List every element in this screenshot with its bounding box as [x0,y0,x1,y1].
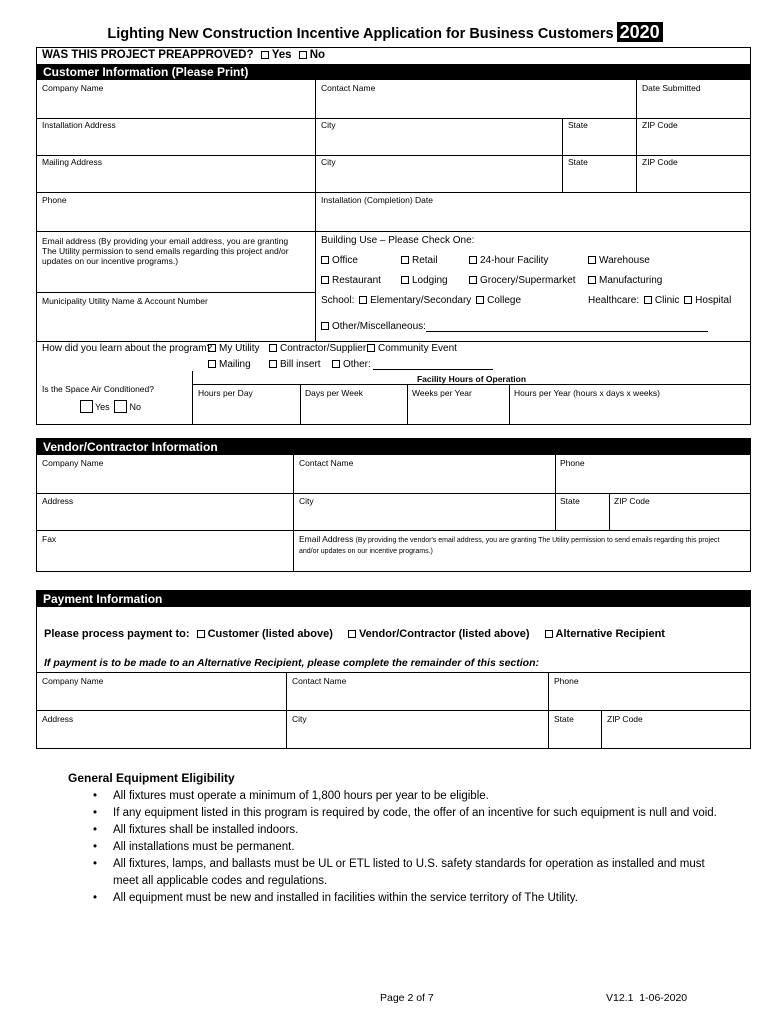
customer-mailing-city-label: City [321,157,336,167]
customer-mailing-address-label: Mailing Address [42,157,103,167]
vendor-address-label: Address [42,496,74,506]
learn-other-line[interactable] [373,369,493,370]
customer-installation-address-label: Installation Address [42,120,116,130]
version-label: V12.1 1-06-2020 [606,992,688,1004]
customer-company-name-label: Company Name [42,83,104,93]
manufacturing-label: Manufacturing [599,275,663,286]
vendor-email-note: (By providing the vendor's email address, you are granting The Utility permission to send emails regarding this project and/or updates on our incentive programs.) [299,537,720,555]
payment-city-label: City [292,714,307,724]
customer-state-label: State [568,120,588,130]
payment-process-label: Please process payment to: [44,628,190,640]
warehouse-label: Warehouse [599,255,650,266]
customer-contact-name-label: Contact Name [321,83,376,93]
vendor-city-label: City [299,496,314,506]
building-use-lodging[interactable] [401,275,448,287]
air-conditioned-question: Is the Space Air Conditioned? [42,384,154,394]
building-use-grocery[interactable] [469,275,576,287]
payment-alt-note: If payment is to be made to an Alternative Recipient, please complete the remainder of this section: [44,657,539,669]
air-yes-checkbox[interactable] [80,400,93,413]
college-checkbox[interactable] [476,296,484,304]
lodging-label: Lodging [412,275,448,286]
learn-community-label: Community Event [378,343,457,354]
learn-utility[interactable] [208,343,260,355]
vendor-phone-label: Phone [560,458,585,468]
vendor-fax-label: Fax [42,534,57,544]
vendor-email-title: Email Address [299,534,354,544]
learn-utility-checkbox[interactable] [208,344,216,352]
elementary-checkbox[interactable] [359,296,367,304]
air-no-label: No [129,402,141,412]
preapproved-no-checkbox[interactable] [299,51,307,59]
vendor-contact-name-label: Contact Name [299,458,354,468]
customer-installation-date-label: Installation (Completion) Date [321,195,433,205]
eligibility-list [90,788,730,907]
hour24-label: 24-hour Facility [480,255,549,266]
hours-per-year-label: Hours per Year (hours x days x weeks) [514,388,660,398]
learn-bill-checkbox[interactable] [269,360,277,368]
building-use-school-row [321,295,521,307]
school-label: School: [321,295,355,306]
restaurant-checkbox[interactable] [321,276,329,284]
building-use-manufacturing[interactable] [588,275,662,287]
hour24-checkbox[interactable] [469,256,477,264]
pay-alt-checkbox[interactable] [545,630,553,638]
pay-customer-checkbox[interactable] [197,630,205,638]
payment-section [36,590,751,749]
warehouse-checkbox[interactable] [588,256,596,264]
manufacturing-checkbox[interactable] [588,276,596,284]
page-title [0,22,770,43]
preapproved-yes-label: Yes [271,49,292,61]
payment-state-label: State [554,714,574,724]
pay-customer-label: Customer (listed above) [207,628,333,640]
learn-contractor-label: Contractor/Supplier [280,343,367,354]
vendor-company-name-label: Company Name [42,458,104,468]
learn-bill-label: Bill insert [280,359,321,370]
lodging-checkbox[interactable] [401,276,409,284]
pay-vendor-label: Vendor/Contractor (listed above) [358,628,530,640]
eligibility-title: General Equipment Eligibility [68,771,235,785]
page-number: Page 2 of 7 [380,992,434,1004]
learn-other-checkbox[interactable] [332,360,340,368]
building-use-office[interactable] [321,255,358,267]
elementary-label: Elementary/Secondary [370,295,472,306]
customer-zip-label: ZIP Code [642,120,678,130]
hours-per-day-label: Hours per Day [198,388,253,398]
customer-municipality-label: Municipality Utility Name & Account Number [42,296,208,306]
eligibility-item: • All fixtures, lamps, and ballasts must be UL or ETL listed to U.S. safety standards for operation as installed and must meet all applicable codes and regulations. [90,856,730,890]
preapproved-question: WAS THIS PROJECT PREAPPROVED? [42,49,254,61]
facility-hours-header: Facility Hours of Operation [416,374,527,384]
vendor-state-label: State [560,496,580,506]
retail-label: Retail [412,255,438,266]
office-checkbox[interactable] [321,256,329,264]
pay-vendor-checkbox[interactable] [348,630,356,638]
other-misc-line[interactable] [426,331,708,332]
clinic-label: Clinic [654,295,680,306]
learn-bill[interactable] [269,359,321,371]
learn-mailing-label: Mailing [219,359,251,370]
customer-mailing-zip-label: ZIP Code [642,157,678,167]
office-label: Office [332,255,358,266]
restaurant-label: Restaurant [332,275,381,286]
vendor-zip-label: ZIP Code [614,496,650,506]
clinic-checkbox[interactable] [644,296,652,304]
building-use-retail[interactable] [401,255,438,267]
building-use-label: Building Use – Please Check One: [321,235,475,246]
grocery-label: Grocery/Supermarket [480,275,576,286]
payment-zip-label: ZIP Code [607,714,643,724]
payment-contact-name-label: Contact Name [292,676,347,686]
learn-contractor-checkbox[interactable] [269,344,277,352]
customer-date-submitted-label: Date Submitted [642,83,701,93]
eligibility-item: • All fixtures shall be installed indoors. [90,822,730,839]
grocery-checkbox[interactable] [469,276,477,284]
payment-company-name-label: Company Name [42,676,104,686]
learn-community-checkbox[interactable] [367,344,375,352]
customer-mailing-state-label: State [568,157,588,167]
air-no-checkbox[interactable] [114,400,127,413]
payment-phone-label: Phone [554,676,579,686]
healthcare-label: Healthcare: [588,295,640,306]
learn-other[interactable] [332,359,371,371]
other-misc-label: Other/Miscellaneous: [332,321,426,332]
eligibility-item: • All fixtures must operate a minimum of 1,800 hours per year to be eligible. [90,788,730,805]
year-badge: 2020 [617,22,663,42]
learn-utility-label: My Utility [219,343,260,354]
building-use-other-row [321,321,426,333]
learn-other-label: Other: [343,359,371,370]
eligibility-item: • All equipment must be new and installed in facilities within the service territory of The Utility. [90,890,730,907]
hospital-checkbox[interactable] [684,296,692,304]
learn-mailing-checkbox[interactable] [208,360,216,368]
vendor-email-label [299,534,739,557]
title-text: Lighting New Construction Incentive Application for Business Customers [107,26,614,42]
pay-alt-label: Alternative Recipient [555,628,665,640]
hospital-label: Hospital [695,295,732,306]
preapproved-yes-checkbox[interactable] [261,51,269,59]
building-use-healthcare-row [588,295,731,307]
learn-mailing[interactable] [208,359,251,371]
air-yes-label: Yes [95,402,110,412]
vendor-header: Vendor/Contractor Information [37,439,750,455]
building-use-24hour[interactable] [469,255,548,267]
air-conditioned-options [78,400,141,414]
customer-city-label: City [321,120,336,130]
payment-address-label: Address [42,714,74,724]
weeks-per-year-label: Weeks per Year [412,388,472,398]
preapproved-no-label: No [309,49,326,61]
days-per-week-label: Days per Week [305,388,363,398]
learn-contractor[interactable] [269,343,366,355]
preapproved-row [42,49,325,61]
learn-community[interactable] [367,343,457,355]
customer-header: Customer Information (Please Print) [37,64,750,80]
payment-header: Payment Information [37,591,750,607]
payment-options-row [44,628,665,640]
other-misc-checkbox[interactable] [321,322,329,330]
learn-question: How did you learn about the program? [42,343,213,354]
college-label: College [487,295,522,306]
eligibility-item: • If any equipment listed in this program is required by code, the offer of an incentive for such equipment is null and void. [90,805,730,822]
customer-email-label: Email address (By providing your email address, you are granting The Utility permission to send emails regarding this project and/or updates on our incentive programs.) [42,236,289,266]
building-use-warehouse[interactable] [588,255,650,267]
customer-phone-label: Phone [42,195,67,205]
eligibility-item: • All installations must be permanent. [90,839,730,856]
retail-checkbox[interactable] [401,256,409,264]
building-use-restaurant[interactable] [321,275,381,287]
